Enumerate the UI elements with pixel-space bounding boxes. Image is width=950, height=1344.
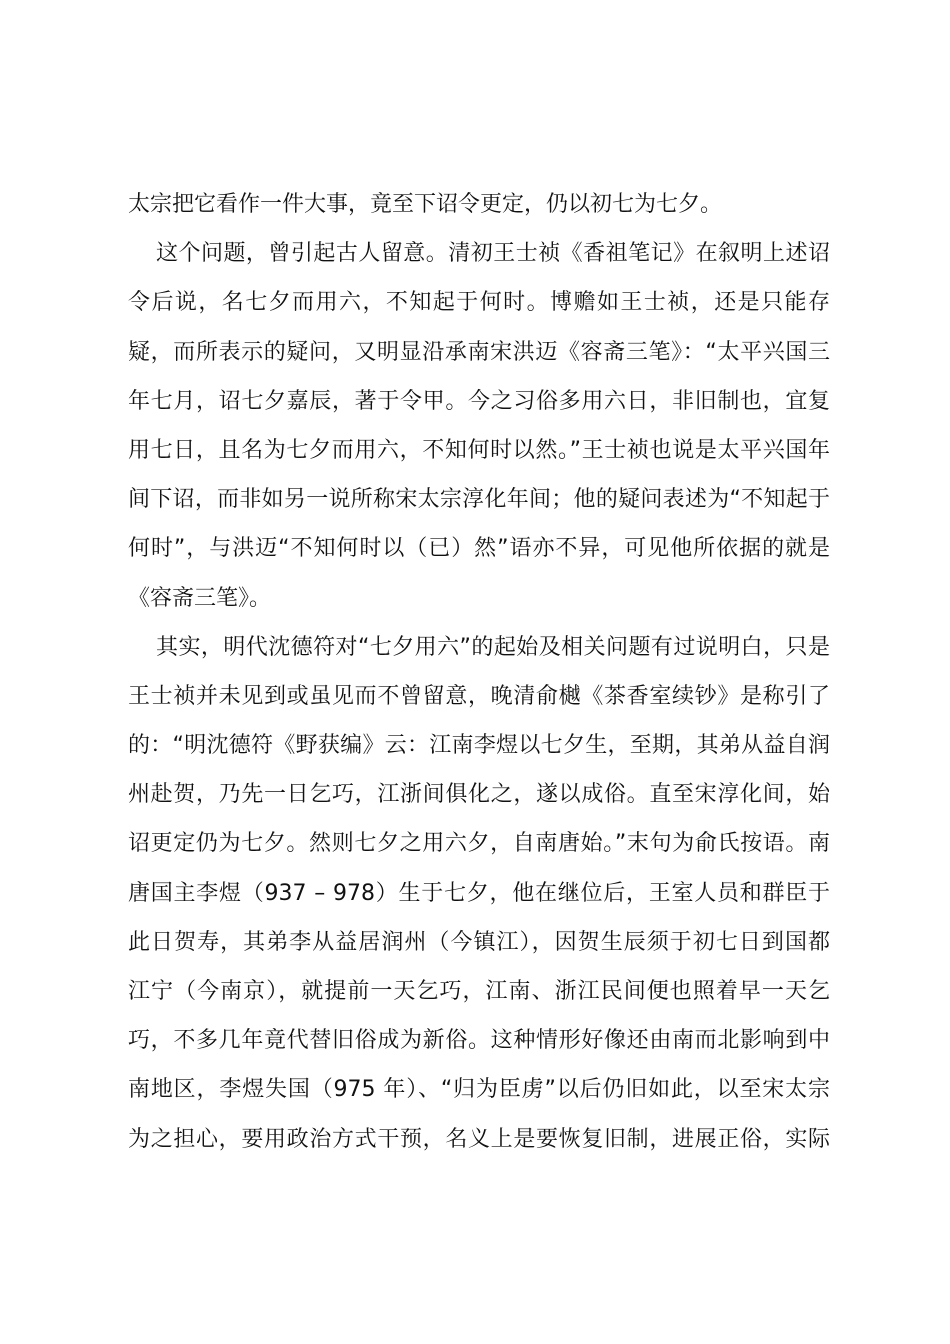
text-line: 其实，明代沈德符对“七夕用六”的起始及相关问题有过说明白，只是 (156, 634, 830, 660)
text-line: 年七月，诏七夕嘉辰，著于令甲。今之习俗多用六日，非旧制也，宜复 (128, 388, 830, 414)
text-line: 唐国主李煜（937 – 978）生于七夕，他在继位后，王室人员和群臣于 (128, 880, 830, 906)
text-line: 诏更定仍为七夕。然则七夕之用六夕，自南唐始。”末句为俞氏按语。南 (128, 831, 830, 857)
text-line: 王士祯并未见到或虽见而不曾留意，晚清俞樾《茶香室续钞》是称引了 (128, 683, 830, 709)
text-line: 州赴贺，乃先一日乞巧，江浙间俱化之，遂以成俗。直至宋淳化间，始 (128, 782, 830, 808)
text-line: 用七日，且名为七夕而用六，不知何时以然。”王士祯也说是太平兴国年 (128, 437, 830, 463)
text-line: 《容斋三笔》。 (128, 585, 272, 611)
paragraph-1 (128, 180, 830, 229)
text-line: 巧，不多几年竟代替旧俗成为新俗。这种情形好像还由南而北影响到中 (128, 1028, 830, 1054)
paragraph-3 (128, 623, 830, 1164)
text-line: 的：“明沈德符《野获编》云：江南李煜以七夕生，至期，其弟从益自润 (128, 733, 830, 759)
text-line: 间下诏，而非如另一说所称宋太宗淳化年间；他的疑问表述为“不知起于 (128, 487, 830, 513)
text-line: 南地区，李煜失国（975 年）、“归为臣虏”以后仍旧如此，以至宋太宗 (128, 1077, 830, 1103)
text-line: 这个问题，曾引起古人留意。清初王士祯《香祖笔记》在叙明上述诏 (156, 241, 830, 267)
text-line: 疑，而所表示的疑问，又明显沿承南宋洪迈《容斋三笔》：“太平兴国三 (128, 339, 830, 365)
text-line: 太宗把它看作一件大事，竟至下诏令更定，仍以初七为七夕。 (128, 192, 723, 217)
text-line: 何时”，与洪迈“不知何时以（已）然”语亦不异，可见他所依据的就是 (128, 536, 830, 562)
text-line: 令后说，名七夕而用六，不知起于何时。博赡如王士祯，还是只能存 (128, 290, 830, 316)
paragraph-2 (128, 229, 830, 623)
text-line: 江宁（今南京），就提前一天乞巧，江南、浙江民间便也照着早一天乞 (128, 979, 830, 1004)
text-line: 为之担心，要用政治方式干预，名义上是要恢复旧制，进展正俗，实际 (128, 1126, 830, 1152)
body-text (128, 180, 830, 1164)
text-line: 此日贺寿，其弟李从益居润州（今镇江），因贺生辰须于初七日到国都 (128, 929, 830, 955)
